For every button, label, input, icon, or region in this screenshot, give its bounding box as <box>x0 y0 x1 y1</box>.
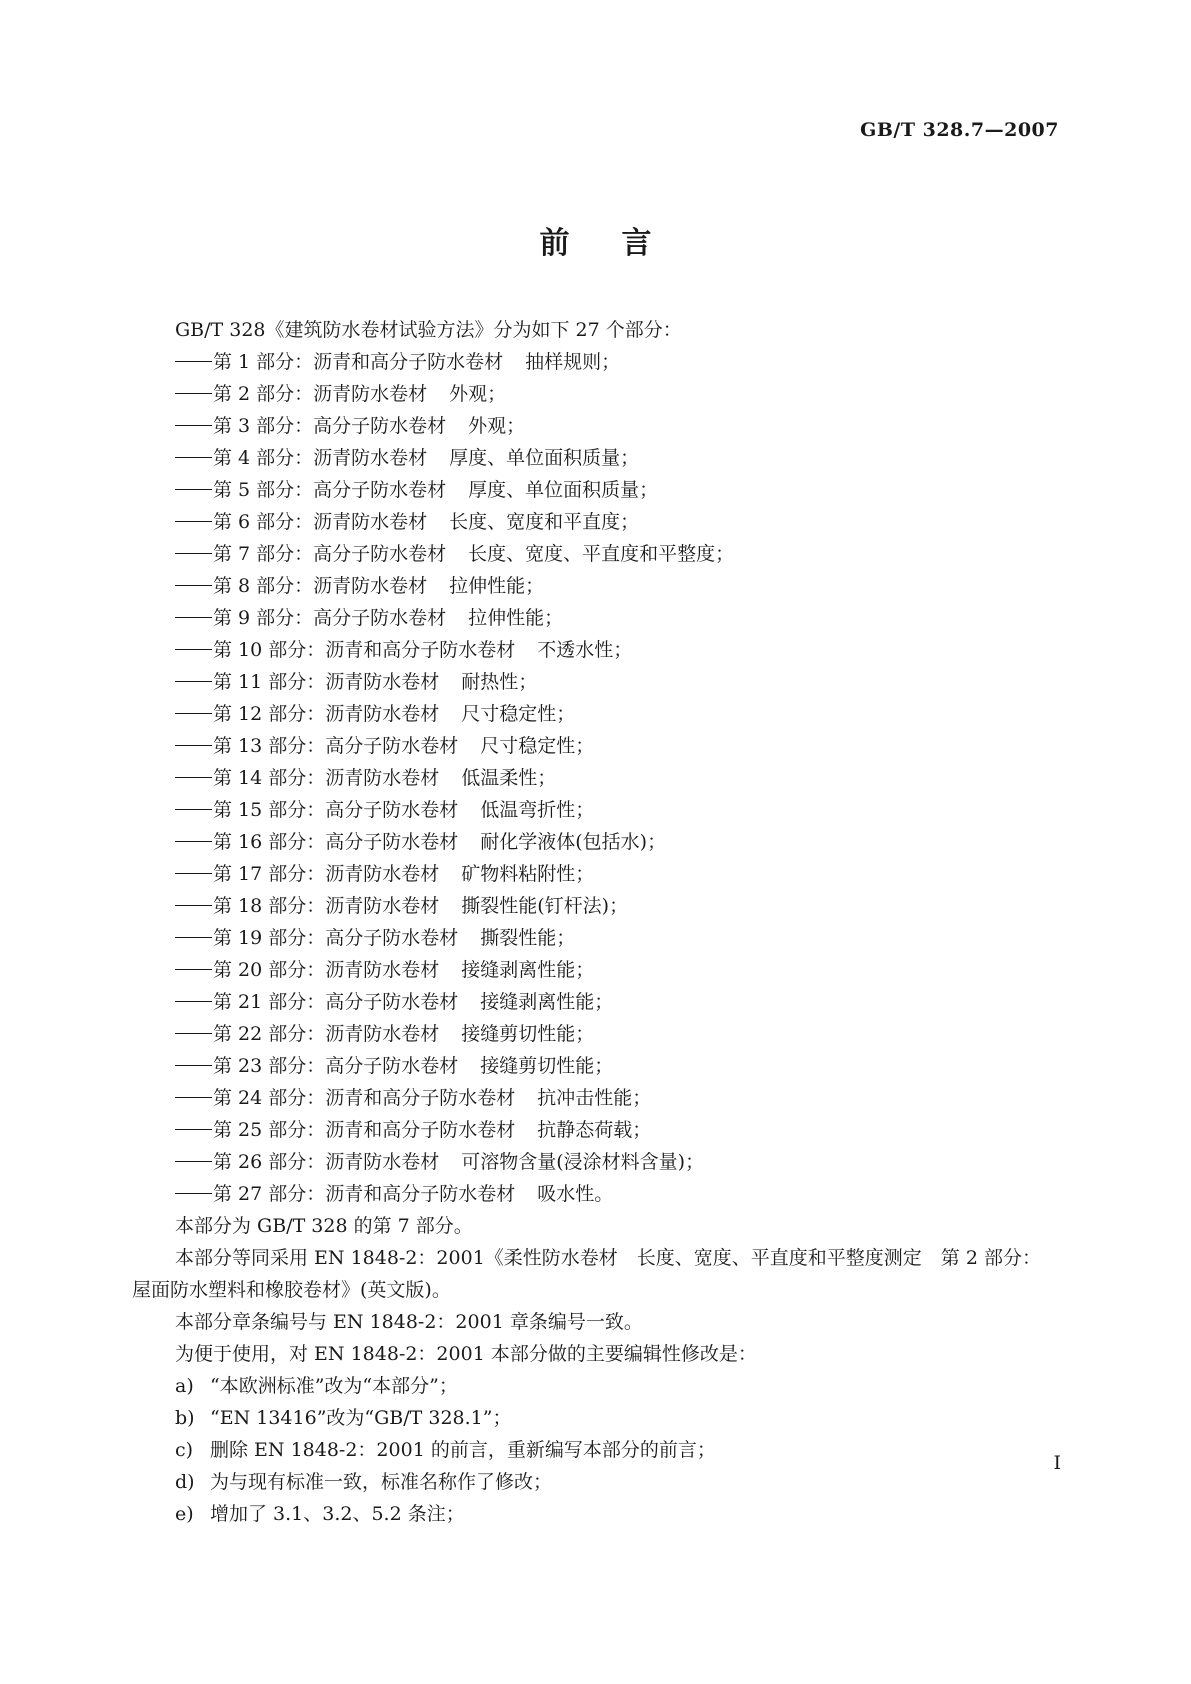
part-name: 抽样规则； <box>525 351 621 373</box>
part-prefix: 第 5 部分：高分子防水卷材 <box>213 479 447 501</box>
part-prefix: 第 21 部分：高分子防水卷材 <box>213 991 459 1013</box>
em-dash-marker <box>175 937 212 938</box>
item-text: “EN 13416”改为“GB/T 328.1”； <box>210 1407 512 1429</box>
em-dash-marker <box>175 777 212 778</box>
modification-item <box>132 1466 1060 1498</box>
part-list-item <box>132 570 1060 602</box>
part-list-item <box>132 474 1060 506</box>
part-prefix: 第 19 部分：高分子防水卷材 <box>213 927 459 949</box>
part-prefix: 第 18 部分：沥青防水卷材 <box>213 895 440 917</box>
part-name: 尺寸稳定性； <box>480 735 595 757</box>
part-list-item <box>132 1178 1060 1210</box>
part-list-item <box>132 1018 1060 1050</box>
em-dash-marker <box>175 745 212 746</box>
part-name: 拉伸性能； <box>449 575 545 597</box>
em-dash-marker <box>175 1161 212 1162</box>
part-list-item <box>132 890 1060 922</box>
modification-list <box>132 1370 1060 1530</box>
em-dash-marker <box>175 649 212 650</box>
em-dash-marker <box>175 1001 212 1002</box>
title-char-2: 言 <box>621 226 652 261</box>
part-name: 可溶物含量(浸涂材料含量)； <box>461 1151 705 1173</box>
em-dash-marker <box>175 553 212 554</box>
parts-list <box>132 346 1060 1210</box>
part-name: 接缝剪切性能； <box>461 1023 595 1045</box>
item-text: 增加了 3.1、3.2、5.2 条注； <box>210 1503 465 1525</box>
part-list-item <box>132 1114 1060 1146</box>
part-prefix: 第 10 部分：沥青和高分子防水卷材 <box>213 639 516 661</box>
part-name: 接缝剥离性能； <box>461 959 595 981</box>
em-dash-marker <box>175 1193 212 1194</box>
em-dash-marker <box>175 617 212 618</box>
part-name: 耐化学液体(包括水)； <box>480 831 667 853</box>
em-dash-marker <box>175 969 212 970</box>
part-prefix: 第 8 部分：沥青防水卷材 <box>213 575 428 597</box>
part-name: 拉伸性能； <box>468 607 564 629</box>
part-list-item <box>132 410 1060 442</box>
em-dash-marker <box>175 841 212 842</box>
part-name: 尺寸稳定性； <box>461 703 576 725</box>
paragraph-adoption-continued: 屋面防水塑料和橡胶卷材》(英文版)。 <box>132 1279 451 1301</box>
part-list-item <box>132 442 1060 474</box>
part-name: 抗冲击性能； <box>537 1087 652 1109</box>
part-list-item <box>132 1146 1060 1178</box>
part-name: 厚度、单位面积质量； <box>468 479 659 501</box>
part-list-item <box>132 986 1060 1018</box>
part-prefix: 第 2 部分：沥青防水卷材 <box>213 383 428 405</box>
part-name: 低温弯折性； <box>480 799 595 821</box>
item-text: “本欧洲标准”改为“本部分”； <box>210 1375 458 1397</box>
part-prefix: 第 6 部分：沥青防水卷材 <box>213 511 428 533</box>
part-prefix: 第 1 部分：沥青和高分子防水卷材 <box>213 351 504 373</box>
item-label: e) <box>175 1503 194 1525</box>
part-list-item <box>132 794 1060 826</box>
part-prefix: 第 17 部分：沥青防水卷材 <box>213 863 440 885</box>
part-name: 耐热性； <box>461 671 538 693</box>
em-dash-marker <box>175 873 212 874</box>
part-prefix: 第 11 部分：沥青防水卷材 <box>213 671 440 693</box>
item-text: 删除 EN 1848-2：2001 的前言，重新编写本部分的前言； <box>210 1439 716 1461</box>
part-list-item <box>132 602 1060 634</box>
part-name: 矿物料粘附性； <box>461 863 595 885</box>
part-prefix: 第 25 部分：沥青和高分子防水卷材 <box>213 1119 516 1141</box>
em-dash-marker <box>175 809 212 810</box>
part-prefix: 第 9 部分：高分子防水卷材 <box>213 607 447 629</box>
item-text: 为与现有标准一致，标准名称作了修改； <box>210 1471 553 1493</box>
em-dash-marker <box>175 521 212 522</box>
part-prefix: 第 26 部分：沥青防水卷材 <box>213 1151 440 1173</box>
part-list-item <box>132 954 1060 986</box>
part-list-item <box>132 826 1060 858</box>
em-dash-marker <box>175 681 212 682</box>
item-label: b) <box>175 1407 195 1429</box>
part-prefix: 第 14 部分：沥青防水卷材 <box>213 767 440 789</box>
part-prefix: 第 22 部分：沥青防水卷材 <box>213 1023 440 1045</box>
em-dash-marker <box>175 489 212 490</box>
part-prefix: 第 16 部分：高分子防水卷材 <box>213 831 459 853</box>
modification-item <box>132 1498 1060 1530</box>
part-prefix: 第 27 部分：沥青和高分子防水卷材 <box>213 1183 516 1205</box>
em-dash-marker <box>175 1033 212 1034</box>
part-list-item <box>132 506 1060 538</box>
part-prefix: 第 24 部分：沥青和高分子防水卷材 <box>213 1087 516 1109</box>
part-list-item <box>132 922 1060 954</box>
part-name: 吸水性。 <box>537 1183 614 1205</box>
part-name: 接缝剪切性能； <box>480 1055 614 1077</box>
part-prefix: 第 15 部分：高分子防水卷材 <box>213 799 459 821</box>
part-list-item <box>132 378 1060 410</box>
part-prefix: 第 3 部分：高分子防水卷材 <box>213 415 447 437</box>
page-title <box>0 218 1191 262</box>
modification-item <box>132 1434 1060 1466</box>
item-label: c) <box>175 1439 194 1461</box>
em-dash-marker <box>175 905 212 906</box>
em-dash-marker <box>175 1065 212 1066</box>
em-dash-marker <box>175 713 212 714</box>
intro-paragraph: GB/T 328《建筑防水卷材试验方法》分为如下 27 个部分： <box>175 319 682 341</box>
part-list-item <box>132 538 1060 570</box>
part-name: 厚度、单位面积质量； <box>449 447 640 469</box>
part-name: 外观； <box>468 415 526 437</box>
part-prefix: 第 7 部分：高分子防水卷材 <box>213 543 447 565</box>
paragraph-part-position: 本部分为 GB/T 328 的第 7 部分。 <box>175 1215 473 1237</box>
part-prefix: 第 13 部分：高分子防水卷材 <box>213 735 459 757</box>
modification-item <box>132 1402 1060 1434</box>
part-prefix: 第 23 部分：高分子防水卷材 <box>213 1055 459 1077</box>
document-code: GB/T 328.7—2007 <box>860 119 1059 141</box>
modification-item <box>132 1370 1060 1402</box>
page-number: I <box>1053 1452 1061 1474</box>
em-dash-marker <box>175 585 212 586</box>
part-list-item <box>132 1050 1060 1082</box>
part-name: 接缝剥离性能； <box>480 991 614 1013</box>
em-dash-marker <box>175 457 212 458</box>
part-list-item <box>132 666 1060 698</box>
em-dash-marker <box>175 393 212 394</box>
part-prefix: 第 20 部分：沥青防水卷材 <box>213 959 440 981</box>
part-list-item <box>132 1082 1060 1114</box>
em-dash-marker <box>175 1097 212 1098</box>
part-list-item <box>132 730 1060 762</box>
item-label: d) <box>175 1471 195 1493</box>
foreword-body <box>132 314 1060 1530</box>
em-dash-marker <box>175 361 212 362</box>
item-label: a) <box>175 1375 194 1397</box>
part-prefix: 第 12 部分：沥青防水卷材 <box>213 703 440 725</box>
part-name: 长度、宽度和平直度； <box>449 511 640 533</box>
paragraph-numbering: 本部分章条编号与 EN 1848-2：2001 章条编号一致。 <box>175 1311 643 1333</box>
part-prefix: 第 4 部分：沥青防水卷材 <box>213 447 428 469</box>
em-dash-marker <box>175 425 212 426</box>
part-name: 不透水性； <box>537 639 633 661</box>
paragraph-adoption: 本部分等同采用 EN 1848-2：2001《柔性防水卷材 长度、宽度、平直度和平整度测定 第 2 部分： <box>175 1247 1041 1269</box>
part-list-item <box>132 346 1060 378</box>
part-name: 抗静态荷载； <box>537 1119 652 1141</box>
part-list-item <box>132 698 1060 730</box>
part-name: 外观； <box>449 383 507 405</box>
part-name: 撕裂性能(钉杆法)； <box>461 895 629 917</box>
paragraph-modifications: 为便于使用，对 EN 1848-2：2001 本部分做的主要编辑性修改是： <box>175 1343 757 1365</box>
part-name: 撕裂性能； <box>480 927 576 949</box>
title-char-1: 前 <box>539 226 570 261</box>
part-list-item <box>132 634 1060 666</box>
part-list-item <box>132 858 1060 890</box>
part-name: 低温柔性； <box>461 767 557 789</box>
part-list-item <box>132 762 1060 794</box>
em-dash-marker <box>175 1129 212 1130</box>
part-name: 长度、宽度、平直度和平整度； <box>468 543 735 565</box>
